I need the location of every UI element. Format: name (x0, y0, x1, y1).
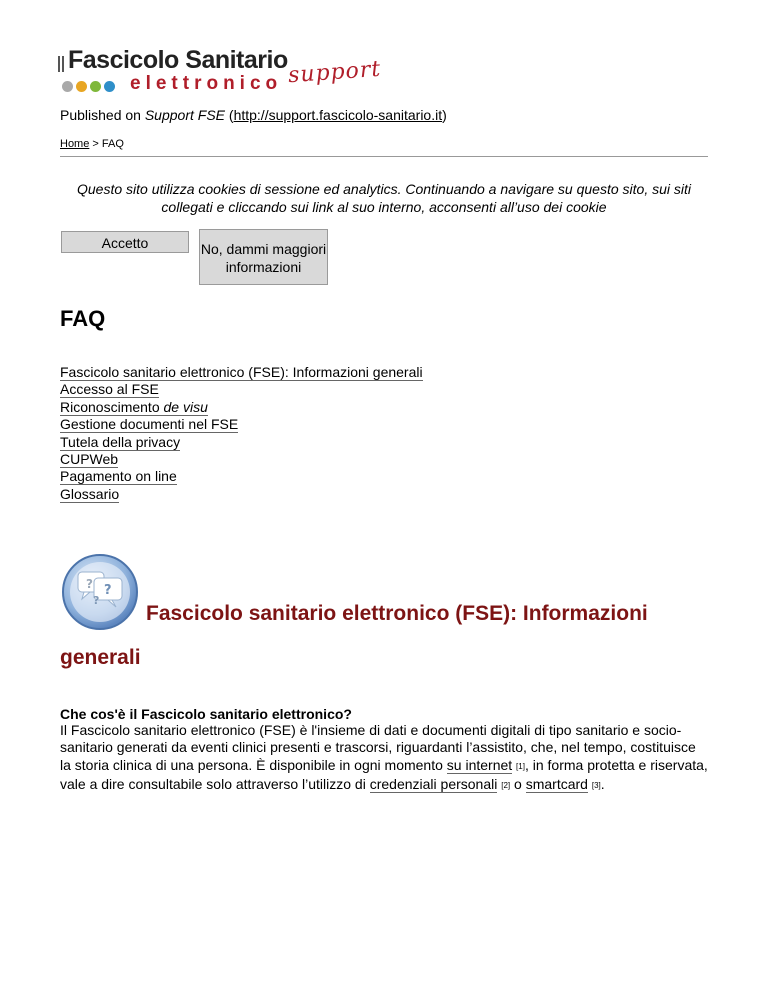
header-divider (60, 156, 708, 157)
logo-dot-green (90, 81, 101, 92)
list-item (60, 468, 423, 485)
breadcrumb-home-link[interactable]: Home (60, 138, 90, 150)
logo-bars (58, 56, 66, 77)
list-item (60, 381, 423, 398)
svg-text:?: ? (86, 577, 93, 591)
faq-answer (60, 722, 710, 796)
logo-support: support (287, 56, 382, 89)
answer-text-4: . (600, 776, 605, 793)
published-prefix: Published on (60, 107, 141, 123)
logo-dot-grey (62, 81, 73, 92)
cookie-more-info-button[interactable]: No, dammi maggiori informazioni (199, 229, 328, 285)
section-heading: Fascicolo sanitario elettronico (FSE): Informazioni generali (60, 602, 648, 669)
breadcrumb-current: FAQ (101, 138, 124, 150)
logo-subtitle: elettronico (130, 73, 283, 94)
answer-text-1: Il Fascicolo sanitario elettronico (FSE) è l'insieme di dati e documenti digitali di tipo sanitario e socio-sanitario generati da eventi clinici presenti e trascorsi, riguardanti l’assistito, che, nel tempo, costituisce la storia clinica di una persona. È disponibile in ogni momento (60, 722, 696, 773)
list-item (60, 364, 423, 381)
site-logo[interactable] (58, 46, 398, 96)
published-line: Published on Support FSE (http://support.fascicolo-sanitario.it) (60, 107, 447, 123)
faq-link-riconoscimento[interactable] (60, 399, 208, 416)
faq-link-glossario[interactable]: Glossario (60, 485, 120, 502)
faq-link-accesso[interactable]: Accesso al FSE (60, 381, 159, 398)
answer-link-smartcard[interactable]: smartcard (525, 776, 588, 793)
answer-link-credenziali[interactable]: credenziali personali (369, 776, 498, 793)
page-title: FAQ (60, 306, 106, 331)
faq-link-pagamento[interactable]: Pagamento on line (60, 468, 177, 485)
list-item (60, 399, 423, 416)
list-item (60, 416, 423, 433)
answer-ref-3: [3] (591, 781, 601, 791)
faq-question: Che cos'è il Fascicolo sanitario elettronico? (60, 706, 352, 722)
breadcrumb-separator: > (92, 138, 99, 150)
answer-text-2: , in forma protetta e riservata, vale a dire consultabile solo attraverso l’utilizzo di (60, 756, 708, 793)
cookie-accept-button[interactable]: Accetto (61, 231, 189, 253)
answer-text-3: o (510, 776, 526, 793)
cookie-notice-text: Questo sito utilizza cookies di sessione ed analytics. Continuando a navigare su questo sito, sui siti collegati e cliccando sui link al suo interno, acconsenti all’uso dei cookie (76, 181, 691, 215)
faq-link-riconoscimento-text: Riconoscimento (60, 398, 164, 415)
svg-text:?: ? (93, 594, 100, 607)
faq-link-riconoscimento-italic: de visu (163, 398, 208, 415)
faq-category-list (60, 364, 423, 503)
published-url-link[interactable]: http://support.fascicolo-sanitario.it (233, 107, 443, 123)
logo-title: Fascicolo Sanitario (68, 46, 288, 74)
faq-link-info-generali[interactable]: Fascicolo sanitario elettronico (FSE): Informazioni generali (60, 364, 423, 380)
faq-link-gestione-documenti[interactable]: Gestione documenti nel FSE (60, 416, 239, 433)
answer-ref-1: [1] (516, 761, 525, 771)
list-item (60, 434, 423, 451)
faq-link-cupweb[interactable]: CUPWeb (60, 451, 119, 468)
answer-link-su-internet[interactable]: su internet (446, 756, 513, 773)
svg-text:?: ? (104, 583, 112, 598)
list-item (60, 486, 423, 503)
breadcrumb (60, 138, 124, 150)
logo-dot-blue (104, 81, 115, 92)
published-site: Support FSE (144, 107, 225, 123)
logo-dots (62, 78, 118, 96)
logo-dot-orange (76, 81, 87, 92)
list-item (60, 451, 423, 468)
faq-link-privacy[interactable]: Tutela della privacy (60, 433, 181, 450)
answer-ref-2: [2] (501, 781, 511, 791)
